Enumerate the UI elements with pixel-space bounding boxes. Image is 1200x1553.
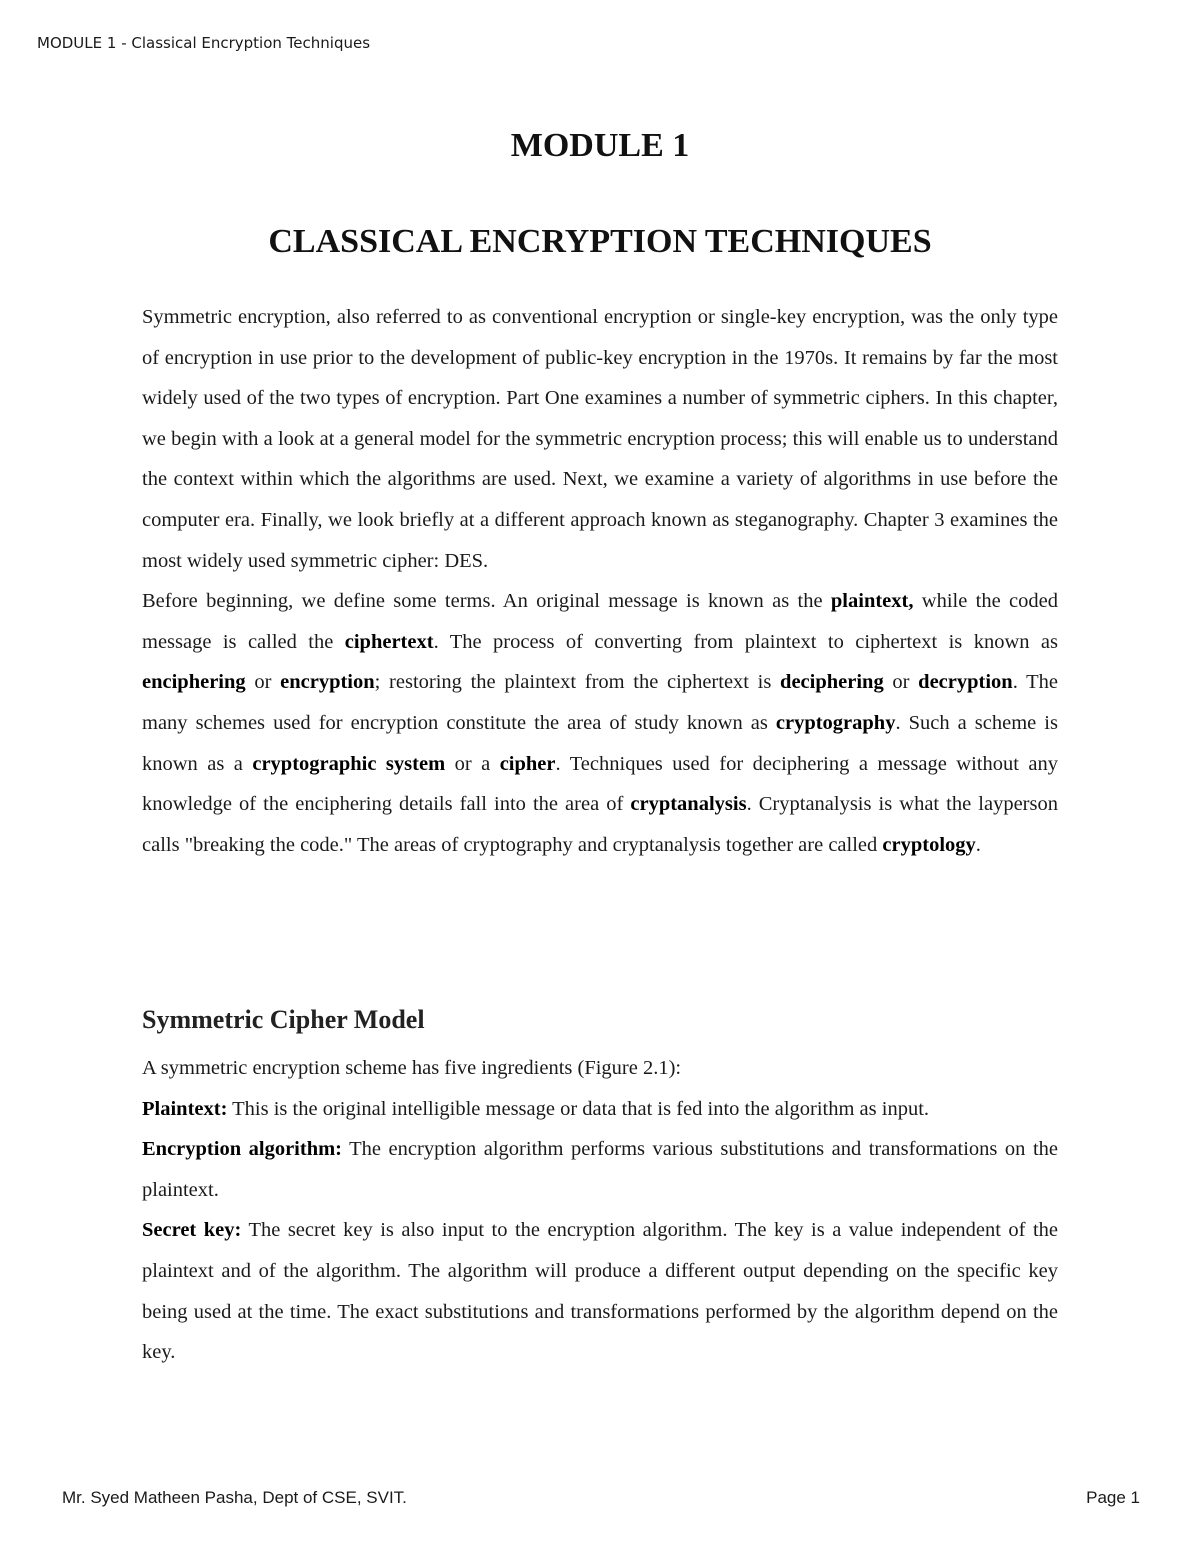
term-cryptographic-system: cryptographic system	[252, 752, 446, 775]
text-run: . The process of converting from plaintext to ciphertext is known as	[433, 630, 1058, 653]
ingredient-item	[142, 1089, 1058, 1130]
ingredient-item	[142, 1129, 1058, 1210]
text-run: . Techniques used for deciphering a message without any knowledge of the enciphering details fall into the area of	[142, 752, 1058, 816]
running-header: MODULE 1 - Classical Encryption Techniques	[37, 34, 371, 52]
section-heading: Symmetric Cipher Model	[142, 1005, 425, 1034]
footer-author: Mr. Syed Matheen Pasha, Dept of CSE, SVIT.	[62, 1488, 407, 1507]
ingredient-term: Plaintext:	[142, 1097, 228, 1120]
text-run: . Cryptanalysis is what the layperson calls "breaking the code." The areas of cryptography and cryptanalysis together are called	[142, 793, 1058, 856]
text-run: or	[883, 671, 919, 694]
term-cryptanalysis: cryptanalysis	[630, 793, 747, 816]
section-lead: A symmetric encryption scheme has five ingredients (Figure 2.1):	[142, 1057, 682, 1079]
text-run: while the coded message is called the	[142, 590, 1058, 653]
term-encryption: encryption	[280, 671, 375, 694]
text-run: . Such a scheme is known as a	[142, 711, 1058, 775]
text-run: ; restoring the plaintext from the ciphertext is	[374, 671, 781, 694]
intro-paragraph-2	[142, 581, 1058, 865]
text-run: or	[245, 671, 281, 694]
ingredient-text: This is the original intelligible message or data that is fed into the algorithm as input.	[227, 1097, 930, 1120]
intro-paragraph-1: Symmetric encryption, also referred to as conventional encryption or single-key encryption, was the only type of encryption in use prior to the development of public-key encryption in the 1970s. It remains by far the most widely used of the two types of encryption. Part One examines a number of symmetric ciphers. In this chapter, we begin with a look at a general model for the symmetric encryption process; this will enable us to understand the context within which the algorithms are used. Next, we examine a variety of algorithms in use before the computer era. Finally, we look briefly at a different approach known as steganography. Chapter 3 examines the most widely used symmetric cipher: DES.	[142, 306, 1058, 572]
term-deciphering: deciphering	[780, 671, 884, 694]
ingredient-term: Encryption algorithm:	[142, 1138, 342, 1161]
text-run: Before beginning, we define some terms. An original message is known as the	[142, 590, 831, 613]
page-number: Page 1	[1086, 1488, 1140, 1507]
text-run: or a	[445, 752, 500, 775]
ingredient-item	[142, 1210, 1058, 1372]
chapter-title: CLASSICAL ENCRYPTION TECHNIQUES	[268, 223, 932, 260]
cipher-model-section	[142, 1048, 1058, 1373]
term-ciphertext: ciphertext	[344, 630, 434, 653]
ingredient-text: The secret key is also input to the encryption algorithm. The key is a value independent of the plaintext and of the algorithm. The algorithm will produce a different output depending on the specific key being used at the time. The exact substitutions and transformations performed by the algorithm depend on the key.	[142, 1219, 1058, 1364]
intro-section	[142, 297, 1058, 865]
text-run: .	[975, 833, 981, 856]
term-cryptology: cryptology	[882, 833, 976, 856]
term-cipher: cipher	[499, 752, 556, 775]
term-enciphering: enciphering	[142, 671, 246, 694]
term-plaintext: plaintext,	[830, 590, 914, 613]
term-cryptography: cryptography	[775, 711, 896, 734]
term-decryption: decryption	[918, 671, 1013, 694]
text-run: . The many schemes used for encryption constitute the area of study known as	[142, 671, 1059, 734]
ingredient-term: Secret key:	[142, 1219, 242, 1242]
module-title: MODULE 1	[510, 127, 690, 164]
ingredient-text: The encryption algorithm performs various substitutions and transformations on the plaintext.	[142, 1138, 1058, 1201]
